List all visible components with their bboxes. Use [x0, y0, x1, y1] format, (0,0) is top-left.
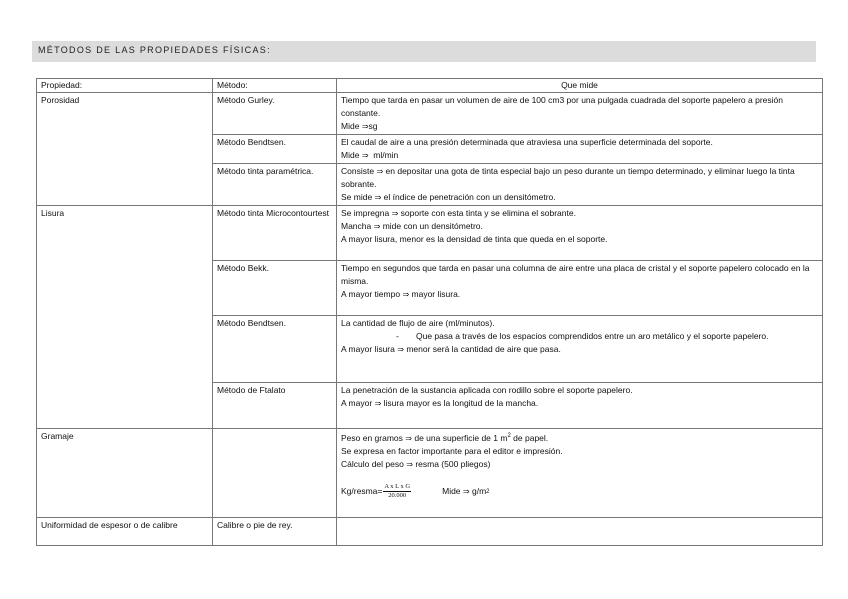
description-ftalato: La penetración de la sustancia aplicada con rodillo sobre el soporte papelero. A mayor ⇒ lisura mayor es la longitud de la mancha.: [337, 383, 823, 429]
method-gramaje-empty: [213, 429, 337, 518]
property-gramaje: Gramaje: [37, 429, 213, 518]
method-tinta-parametrica: Método tinta paramétrica.: [213, 164, 337, 206]
header-propiedad: Propiedad:: [37, 79, 213, 93]
method-bendtsen: Método Bendtsen.: [213, 135, 337, 164]
implies-arrow: ⇒: [361, 122, 369, 131]
implies-arrow: ⇒: [405, 434, 412, 443]
table-row: [37, 518, 823, 546]
description-uniformidad-empty: [337, 518, 823, 546]
description-microcontourtest: Se impregna ⇒ soporte con esta tinta y se elimina el sobrante. Mancha ⇒ mide con un densitómetro. A mayor lisura, menor es la densidad de tinta que queda en el soporte.: [337, 206, 823, 261]
properties-table: [36, 78, 823, 546]
implies-arrow: ⇒: [374, 193, 382, 202]
method-calibre: Calibre o pie de rey.: [213, 518, 337, 546]
implies-arrow: ⇒: [402, 290, 410, 299]
implies-arrow: ⇒: [361, 151, 369, 160]
implies-arrow: ⇒: [376, 167, 384, 176]
table-row: [37, 206, 823, 261]
table-row: [37, 93, 823, 135]
formula-fraction: $\frac{\text{A x L x G}}{20.000}$: [384, 483, 411, 499]
property-uniformidad: Uniformidad de espesor o de calibre: [37, 518, 213, 546]
implies-arrow: ⇒: [462, 487, 470, 496]
method-bendtsen-lisura: Método Bendtsen.: [213, 316, 337, 383]
implies-arrow: ⇒: [397, 345, 404, 354]
method-bekk: Método Bekk.: [213, 261, 337, 316]
weight-formula: Kg/resma= $\frac{\text{A x L x G}}{20.000}$ Mide ⇒ g/m 2: [341, 483, 490, 499]
method-gurley: Método Gurley.: [213, 93, 337, 135]
table-header-row: [37, 79, 823, 93]
implies-arrow: ⇒: [373, 222, 381, 231]
table-row: [37, 429, 823, 518]
implies-arrow: ⇒: [374, 399, 382, 408]
description-tinta-parametrica: Consiste ⇒ en depositar una gota de tinta especial bajo un peso durante un tiempo determinado, y eliminar luego la tinta sobrante. Se mide ⇒ el índice de penetración con un densitómetro.: [337, 164, 823, 206]
property-lisura: Lisura: [37, 206, 213, 429]
description-bendtsen-lisura: La cantidad de flujo de aire (ml/minutos). - Que pasa a través de los espacios comprendidos entre un aro metálico y el soporte papelero. A mayor lisura ⇒ menor será la cantidad de aire que pasa.: [337, 316, 823, 383]
description-bekk: Tiempo en segundos que tarda en pasar una columna de aire entre una placa de cristal y el soporte papelero colocado en la misma. A mayor tiempo ⇒ mayor lisura.: [337, 261, 823, 316]
implies-arrow: ⇒: [406, 460, 413, 469]
section-heading: MÉTODOS DE LAS PROPIEDADES FÍSICAS:: [32, 41, 816, 62]
description-bendtsen: El caudal de aire a una presión determinada que atraviesa una superficie determinada del soporte. Mide ⇒ ml/min: [337, 135, 823, 164]
description-gramaje: Peso en gramos ⇒ de una superficie de 1 $m^2$ de papel. Se expresa en factor importante para el editor e impresión. Cálculo del peso ⇒ resma (500 pliegos) Kg/resma= $\frac{\text{A x L x G}}{20.000}$ Mide ⇒ g/m 2: [337, 429, 823, 518]
method-ftalato: Método de Ftalato: [213, 383, 337, 429]
list-item: - Que pasa a través de los espacios comprendidos entre un aro metálico y el soporte papelero.: [396, 331, 769, 341]
header-que-mide: Que mide: [337, 79, 823, 93]
implies-arrow: ⇒: [391, 209, 399, 218]
header-metodo: Método:: [213, 79, 337, 93]
description-gurley: Tiempo que tarda en pasar un volumen de aire de 100 cm3 por una pulgada cuadrada del soporte papelero a presión constante. Mide ⇒sg: [337, 93, 823, 135]
method-microcontourtest: Método tinta Microcontourtest: [213, 206, 337, 261]
property-porosidad: Porosidad: [37, 93, 213, 206]
